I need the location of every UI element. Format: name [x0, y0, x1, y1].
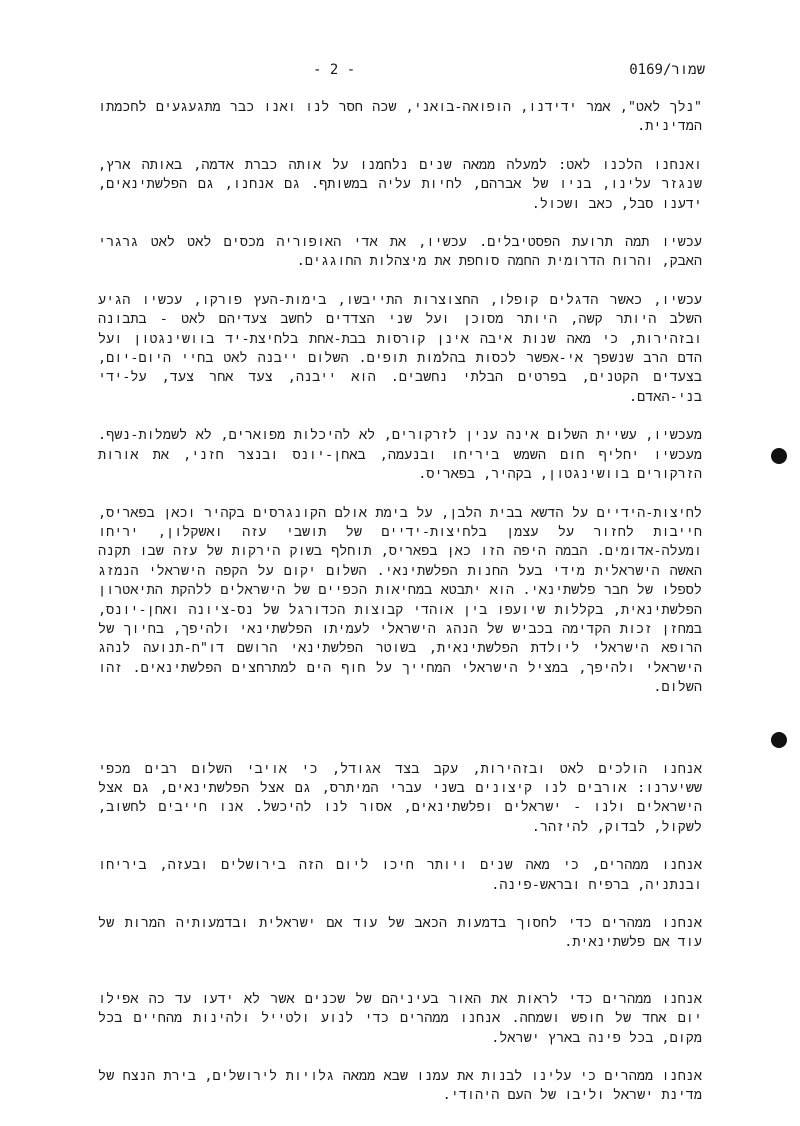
binder-hole-mark	[771, 732, 787, 748]
page-header	[95, 62, 705, 82]
document-reference: שמור/0169	[629, 62, 705, 78]
paragraph: עכשיו תמה תרועת הפסטיבלים. עכשיו, את אדי האופוריה מכסים לאט לאט גרגרי האבק, והרוח הדרומית החמה סוחפת את מיצהלות החוגגים.	[98, 234, 702, 270]
paragraph: מעכשיו, עשיית השלום אינה ענין לזרקורים, לא להיכלות מפוארים, לא לשמלות-נשף. מעכשיו יחליף חום השמש ביריחו ובנעמה, באחן-יונס ובנצר חזני, את אורות הזרקורים בוושינגטון, בקהיר, בפאריס.	[98, 427, 702, 483]
paragraph: ואנחנו הלכנו לאט: למעלה ממאה שנים נלחמנו על אותה כברת אדמה, באותה ארץ, שנגזר עלינו, בניו של אברהם, לחיות עליה במשותף. גם אנחנו, גם הפלשתינאים, ידענו סבל, כאב ושכול.	[98, 156, 702, 212]
binder-hole-mark	[771, 448, 787, 464]
paragraph: אנחנו ממהרים, כי מאה שנים ויותר חיכו ליום הזה בירושלים ובעזה, ביריחו ובנתניה, ברפיח ובראש-פינה.	[98, 857, 702, 893]
paragraph: אנחנו ממהרים כדי לחסוך בדמעות הכאב של עוד אם ישראלית ובדמעותיה המרות של עוד אם פלשתינאית.	[98, 915, 702, 951]
paragraph: אנחנו הולכים לאט ובזהירות, עקב בצד אגודל, כי אויבי השלום רבים מכפי ששיערנו: אורבים לנו קיצונים בשני עברי המיתרס, גם אצל הפלשתינאים, גם אצל הישראלים ולנו - ישראלים ופלשתינאים, אסור לנו להיכשל. אנו חייבים לחשוב, לשקול, לבדוק, להיזהר.	[98, 760, 702, 835]
paragraph: אנחנו ממהרים כי עלינו לבנות את עמנו שבא ממאה גלויות לירושלים, בירת הנצח של מדינת ישראל וליבו של העם היהודי.	[98, 1068, 702, 1104]
paragraph: אנחנו ממהרים כדי לראות את האור בעיניהם של שכנים אשר לא ידעו עד כה אפילו יום אחד של חופש ושמחה. אנחנו ממהרים כדי לנוע ולטייל ולהינות מהחיים בכל מקום, בכל פינה בארץ ישראל.	[98, 990, 702, 1046]
paragraph: לחיצות-הידיים על הדשא בבית הלבן, על בימת אולם הקונגרסים בקהיר וכאן בפאריס, חייבות לחזור על עצמן בלחיצות-ידיים של תושבי עזה ואשקלון, יריחו ומעלה-אדומים. הבמה היפה הזו כאן בפאריס, תוחלף בשוק הירקות של עזה שבו תקנה האשה הישראלית מידי בעל החנות הפלשתינאי. השלום יקום על הקפה הישראלי הנמזג לספלו של חבר פלשתינאי. הוא יתבטא במחיאות הכפיים של הישראלים ללהקת התיאטרון הפלשתינאית, בקללות שיועפו בין אוהדי קבוצות הכדורגל של נס-ציונה ואחן-יונס, במחזן זכות הקדימה בכביש של הנהג הישראלי לעמיתו הפלשתינאי ולהיפך, בחיוך של הרופא הישראלי ליולדת הפלשתינאית, בשוטר הפלשתינאי הרושם דו"ח-תנועה לנהג הישראלי ולהיפך, במציל הישראלי המחייך על חוף הים למתרחצים הפלשתינאים. זהו השלום.	[98, 504, 702, 696]
page-number: - 2 -	[313, 62, 356, 78]
paragraph: עכשיו, כאשר הדגלים קופלו, החצוצרות התייבשו, בימות-העץ פורקו, עכשיו הגיע השלב היותר קשה, היותר מסוכן ועל שני הצדדים לחשב צעדיהם לאט - בתבונה ובזהירות, כי מאה שנות איבה אינן קורסות בבת-אחת בלחיצת-יד בוושינגטון ועל הדם הרב שנשפך אי-אפשר לכסות בהלמות תופים. השלום ייבנה לאט בחיי היום-יום, בצעדים הקטנים, בפרטים הבלתי נחשבים. הוא ייבנה, צעד אחר צעד, על-ידי בני-האדם.	[98, 291, 702, 405]
paragraph: "נלך לאט", אמר ידידנו, הופואה-בואני, שכה חסר לנו ואנו כבר מתגעגעים לחכמתו המדינית.	[98, 99, 702, 135]
document-body	[98, 98, 702, 1106]
